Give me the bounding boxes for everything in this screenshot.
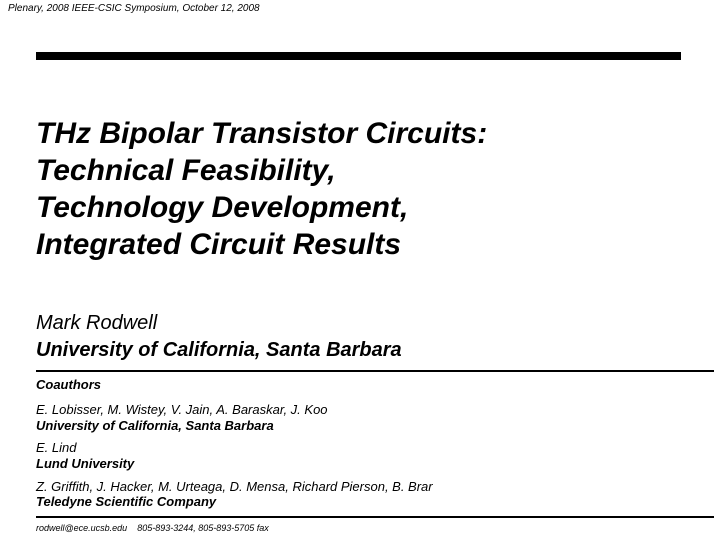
title-line: Technical Feasibility,: [36, 154, 336, 187]
coauthor-names: Z. Griffith, J. Hacker, M. Urteaga, D. Mensa, Richard Pierson, B. Brar: [36, 479, 433, 494]
header-text: Plenary, 2008 IEEE-CSIC Symposium, October 12, 2008: [8, 3, 260, 14]
title-line: Technology Development,: [36, 191, 409, 224]
coauthor-affiliation: University of California, Santa Barbara: [36, 418, 274, 433]
coauthor-affiliation: Lund University: [36, 456, 135, 471]
section-divider: [36, 370, 714, 372]
author-name: Mark Rodwell: [36, 312, 158, 334]
title-line: THz Bipolar Transistor Circuits:: [36, 117, 488, 150]
top-divider-bar: [36, 52, 681, 60]
author-affiliation: University of California, Santa Barbara: [36, 339, 402, 361]
coauthors-heading: Coauthors: [36, 377, 101, 392]
footer-divider: [36, 516, 714, 518]
coauthor-names: E. Lobisser, M. Wistey, V. Jain, A. Baraskar, J. Koo: [36, 402, 328, 417]
footer-phones: 805-893-3244, 805-893-5705 fax: [137, 523, 269, 533]
title-line: Integrated Circuit Results: [36, 228, 402, 261]
coauthor-affiliation: Teledyne Scientific Company: [36, 494, 217, 509]
slide-title: [36, 115, 487, 263]
coauthor-names: E. Lind: [36, 440, 77, 455]
footer-contact: [36, 523, 279, 533]
footer-email: rodwell@ece.ucsb.edu: [36, 523, 128, 533]
